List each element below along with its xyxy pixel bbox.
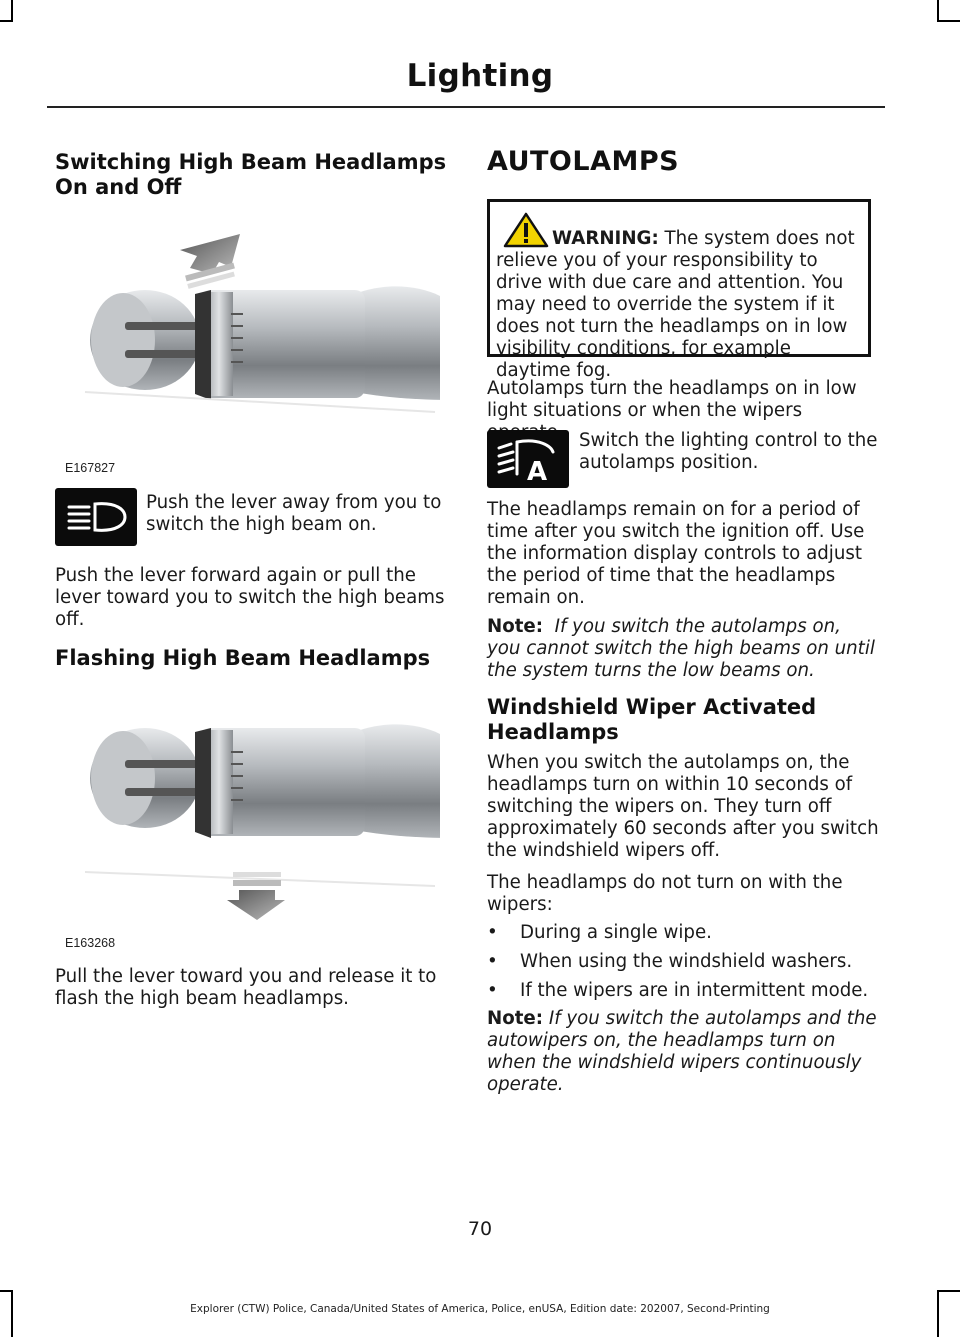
remain-text: The headlamps remain on for a period of time after you switch the ignition off. Use the information display controls to adjust the period of time that the headlamps remain on. <box>487 499 865 608</box>
note-label: Note: <box>487 1008 544 1029</box>
crop-mark-bl-h <box>0 1290 13 1292</box>
lever-push-illustration <box>55 222 440 480</box>
switch-text: Switch the lighting control to the autolamps position. <box>579 430 878 473</box>
note-1 <box>487 616 880 682</box>
forward-text: Push the lever forward again or pull the lever toward you to switch the high beams off. <box>55 565 445 630</box>
wiper-text: When you switch the autolamps on, the headlamps turn on within 10 seconds of switching the wipers on. They turn off approximately 60 seconds after you switch the windshield wipers off. <box>487 752 879 861</box>
crop-mark-tl-h <box>0 20 13 22</box>
push-text: Push the lever away from you to switch the high beam on. <box>146 492 442 535</box>
page-number: 70 <box>467 1218 493 1240</box>
figure-code: E167827 <box>65 461 116 475</box>
lever-pull-illustration <box>55 694 440 954</box>
note-2 <box>487 1008 880 1096</box>
warning-text: The system does not relieve you of your responsibility to drive with due care and attention. You may need to override the system if it does not turn the headlamps on in low visibility conditions, for example daytime fog. <box>496 228 855 381</box>
high-beam-icon <box>55 488 137 546</box>
note-text: If you switch the autolamps on, you cannot switch the high beams on until the system turns the low beams on. <box>487 616 875 681</box>
crop-mark-tr-v <box>937 0 939 22</box>
autolamps-intro: Autolamps turn the headlamps on in low light situations or when the wipers <box>487 378 857 421</box>
edition-line: Explorer (CTW) Police, Canada/United States of America, Police, enUSA, Edition date: 202007, Second-Printing <box>190 1303 770 1315</box>
crop-mark-tr-h <box>937 20 960 22</box>
crop-mark-br-h <box>937 1290 960 1292</box>
warning-paragraph <box>496 228 868 382</box>
figure-code: E163268 <box>65 936 116 950</box>
header-divider <box>47 106 885 108</box>
heading-high-beam: Switching High Beam Headlamps On and Off <box>55 150 447 199</box>
heading-flash: Flashing High Beam Headlamps <box>55 646 431 670</box>
note-label: Note: <box>487 616 544 637</box>
heading-autolamps: AUTOLAMPS <box>487 146 680 177</box>
heading-wiper: Windshield Wiper Activated Headlamps <box>487 695 817 744</box>
not-on-text: The headlamps do not turn on with the wipers: <box>487 872 843 915</box>
note-text: If you switch the autolamps and the autowipers on, the headlamps turn on when the windshield wipers continuously operate. <box>487 1008 877 1095</box>
pull-text: Pull the lever toward you and release it to flash the high beam headlamps. <box>55 966 437 1009</box>
svg-text:A: A <box>527 457 548 487</box>
warning-box <box>487 199 871 381</box>
crop-mark-tl-v <box>11 0 13 22</box>
autolamps-icon <box>487 430 569 488</box>
page-title: Lighting <box>406 58 554 94</box>
arrow-up-icon <box>180 234 240 289</box>
warning-label: WARNING: <box>552 228 659 249</box>
